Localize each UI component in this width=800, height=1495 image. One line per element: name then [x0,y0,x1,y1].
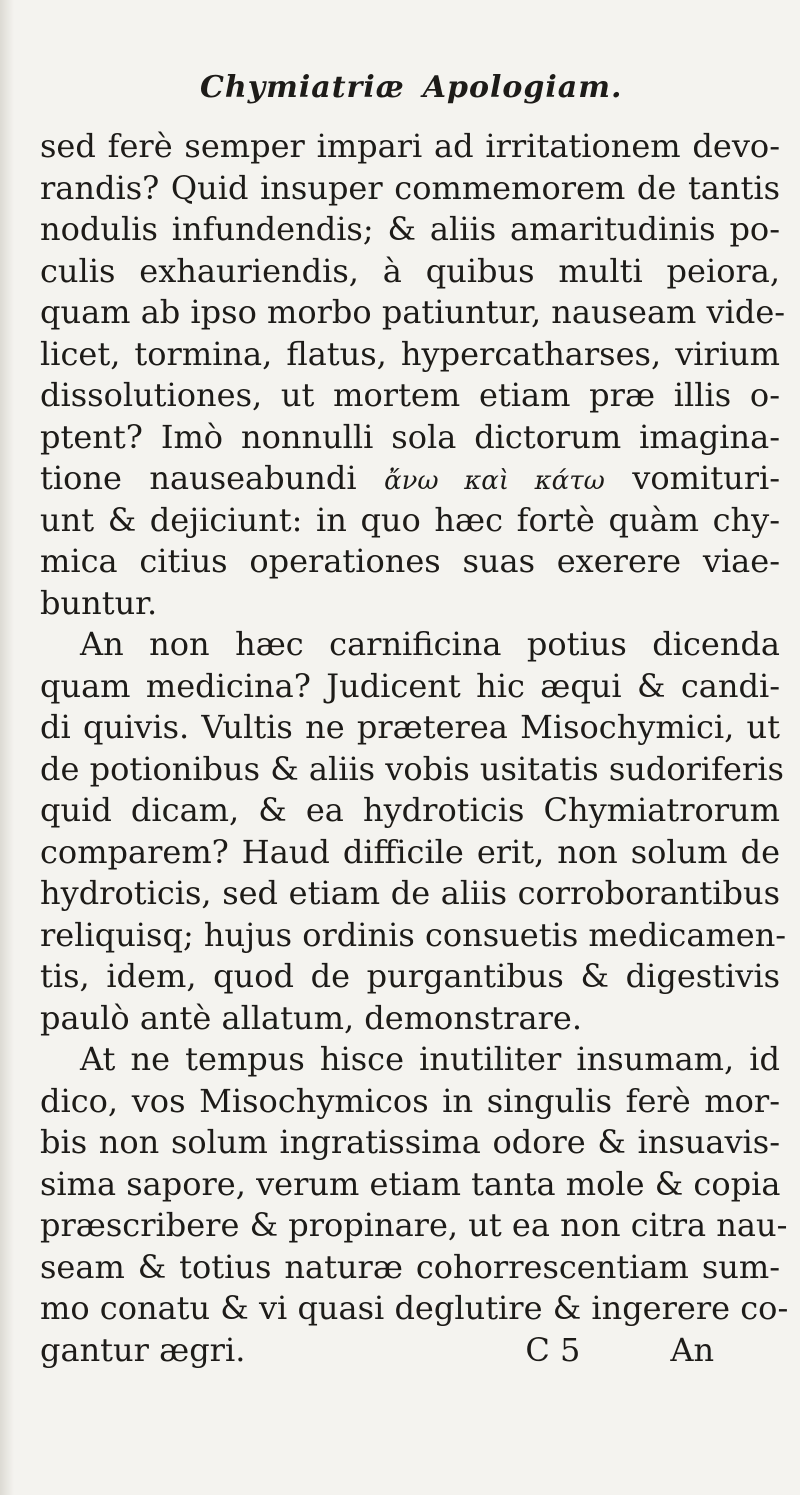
running-head [200,70,623,105]
text-line: quid dicam, & ea hydroticis Chymiatrorum [40,791,780,829]
text-line: buntur. [40,583,158,622]
text-line: mo conatu & vi quasi deglutire & ingerere co- [40,1289,789,1327]
text-line-with-greek [40,458,780,500]
text-line: ptent? Imò nonnulli sola dictorum imagina- [40,417,780,456]
running-head-right: Apologiam. [422,70,623,105]
text-line: di quivis. Vultis ne præterea Misochymici, ut [40,708,780,746]
text-fragment: gantur ægri. [40,1330,246,1369]
text-line: quam ab ipso morbo patiuntur, nauseam vide- [40,293,786,331]
text-line: dico, vos Misochymicos in singulis ferè mor- [40,1081,780,1120]
text-line: unt & dejiciunt: in quo hæc fortè quàm chy- [40,500,780,539]
body-text [40,126,789,1371]
paragraph-start-line: At ne tempus hisce inutiliter insumam, id [80,1040,780,1078]
signature-mark: C 5 [525,1330,581,1369]
text-line: sed ferè semper impari ad irritationem devo- [40,127,780,165]
text-fragment: tione nauseabundi [40,459,357,497]
text-line: tis, idem, quod de purgantibus & digestivis [40,957,780,995]
greek-phrase: ἄνω καὶ κάτω [384,466,605,496]
text-line: seam & totius naturæ cohorrescentiam sum- [40,1247,780,1286]
text-line: quam medicina? Judicent hic æqui & candi- [40,666,780,705]
running-head-left: Chymiatriæ [200,70,405,105]
text-line: paulò antè allatum, demonstrare. [40,998,582,1037]
text-fragment: vomituri- [632,459,781,497]
text-line: sima sapore, verum etiam tanta mole & copia [40,1164,781,1203]
text-line: nodulis infundendis; & aliis amaritudinis po- [40,210,780,248]
text-line-final [40,1330,780,1372]
text-line: randis? Quid insuper commemorem de tantis [40,168,780,207]
text-line: dissolutiones, ut mortem etiam præ illis o- [40,376,780,414]
text-line: comparem? Haud difficile erit, non solum de [40,832,780,871]
paragraph-start-line: An non hæc carnificina potius dicenda [80,625,780,663]
text-line: reliquisq; hujus ordinis consuetis medicamen- [40,915,787,954]
text-line: de potionibus & aliis vobis usitatis sudoriferis [40,749,784,788]
page-gutter-shadow [0,0,14,1495]
catchword: An [670,1330,715,1369]
text-line: mica citius operationes suas exerere viae- [40,542,780,580]
text-line: præscribere & propinare, ut ea non citra nau- [40,1206,788,1244]
text-line: culis exhauriendis, à quibus multi peiora, [40,251,780,290]
text-line: hydroticis, sed etiam de aliis corroborantibus [40,874,780,912]
text-line: licet, tormina, flatus, hypercatharses, virium [40,334,780,373]
text-line: bis non solum ingratissima odore & insuavis- [40,1123,780,1161]
